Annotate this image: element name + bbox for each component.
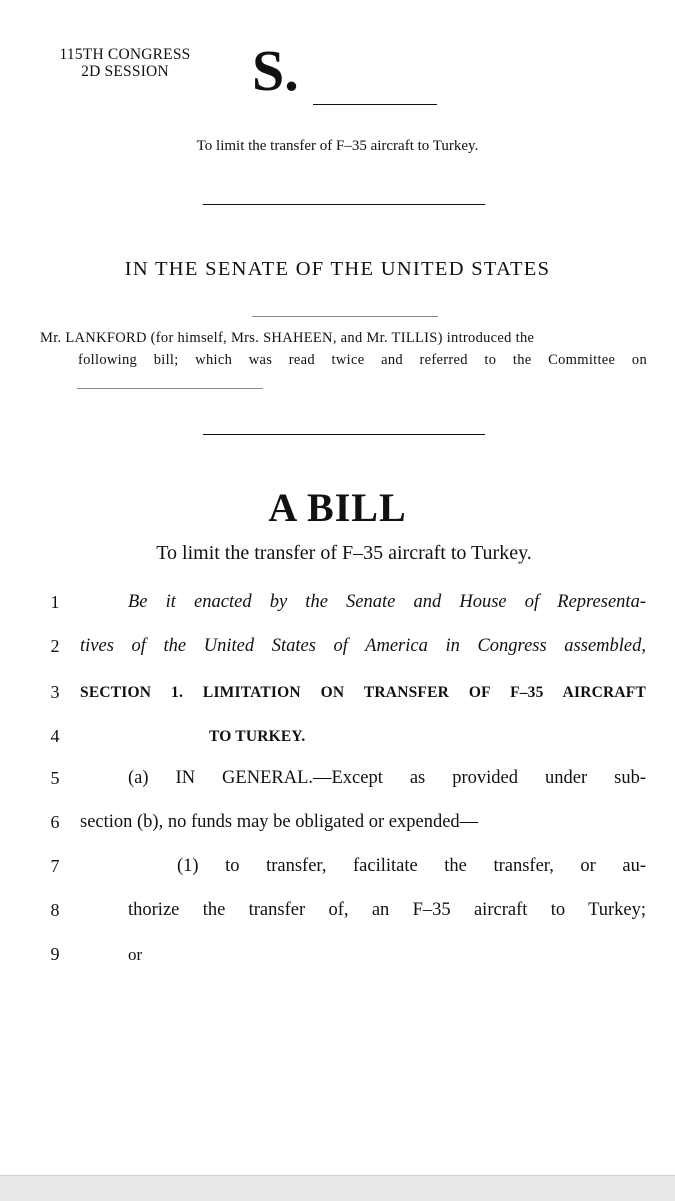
line-number: 6 (50, 812, 60, 832)
section-heading-continued: TO TURKEY. (209, 728, 306, 745)
bill-line (0, 900, 675, 930)
introduction-line-2: following bill; which was read twice and referred to the Committee on (78, 352, 647, 368)
line-number: 2 (50, 636, 60, 656)
line-number: 8 (50, 900, 60, 920)
line-text: section (b), no funds may be obligated or expended— (80, 812, 479, 832)
thin-divider-rule (252, 316, 438, 317)
congress-session-block (40, 46, 210, 80)
line-number: 9 (50, 944, 60, 964)
bill-line (0, 592, 675, 622)
introduction-statement (40, 327, 647, 371)
session-number: 2D SESSION (81, 63, 169, 80)
bottom-toolbar (0, 1175, 675, 1201)
bill-heading: A BILL (268, 485, 407, 530)
committee-blank (77, 388, 263, 389)
line-number: 4 (50, 726, 60, 746)
divider-rule (203, 434, 485, 435)
bill-line (0, 768, 675, 798)
bill-line (0, 812, 675, 842)
line-number: 3 (50, 682, 60, 702)
line-text: (1) to transfer, facilitate the transfer, or au- (177, 856, 646, 876)
line-text: Be it enacted by the Senate and House of Representa- (128, 592, 646, 612)
line-text: or (128, 945, 143, 964)
bill-line (0, 856, 675, 886)
short-title: To limit the transfer of F–35 aircraft to Turkey. (196, 138, 479, 154)
line-text: tives of the United States of America in Congress assembled, (80, 636, 646, 656)
section-heading: SECTION 1. LIMITATION ON TRANSFER OF F–35 AIRCRAFT (80, 684, 646, 701)
long-title: To limit the transfer of F–35 aircraft to Turkey. (156, 542, 532, 564)
congress-number: 115TH CONGRESS (59, 46, 191, 63)
bill-line (0, 682, 675, 712)
bill-line (0, 636, 675, 666)
line-number: 5 (50, 768, 60, 788)
line-number: 1 (50, 592, 60, 612)
chamber-heading: IN THE SENATE OF THE UNITED STATES (124, 258, 551, 280)
line-number: 7 (50, 856, 60, 876)
bill-line (0, 726, 675, 756)
bill-line (0, 944, 675, 974)
divider-rule (203, 204, 485, 205)
line-text: (a) IN GENERAL.—Except as provided under sub- (128, 768, 646, 788)
bill-prefix: S. (252, 38, 299, 103)
introduction-line-1: Mr. LANKFORD (for himself, Mrs. SHAHEEN, and Mr. TILLIS) introduced the (40, 330, 535, 346)
line-text: thorize the transfer of, an F–35 aircraft to Turkey; (128, 900, 646, 920)
bill-number-blank (313, 104, 437, 105)
